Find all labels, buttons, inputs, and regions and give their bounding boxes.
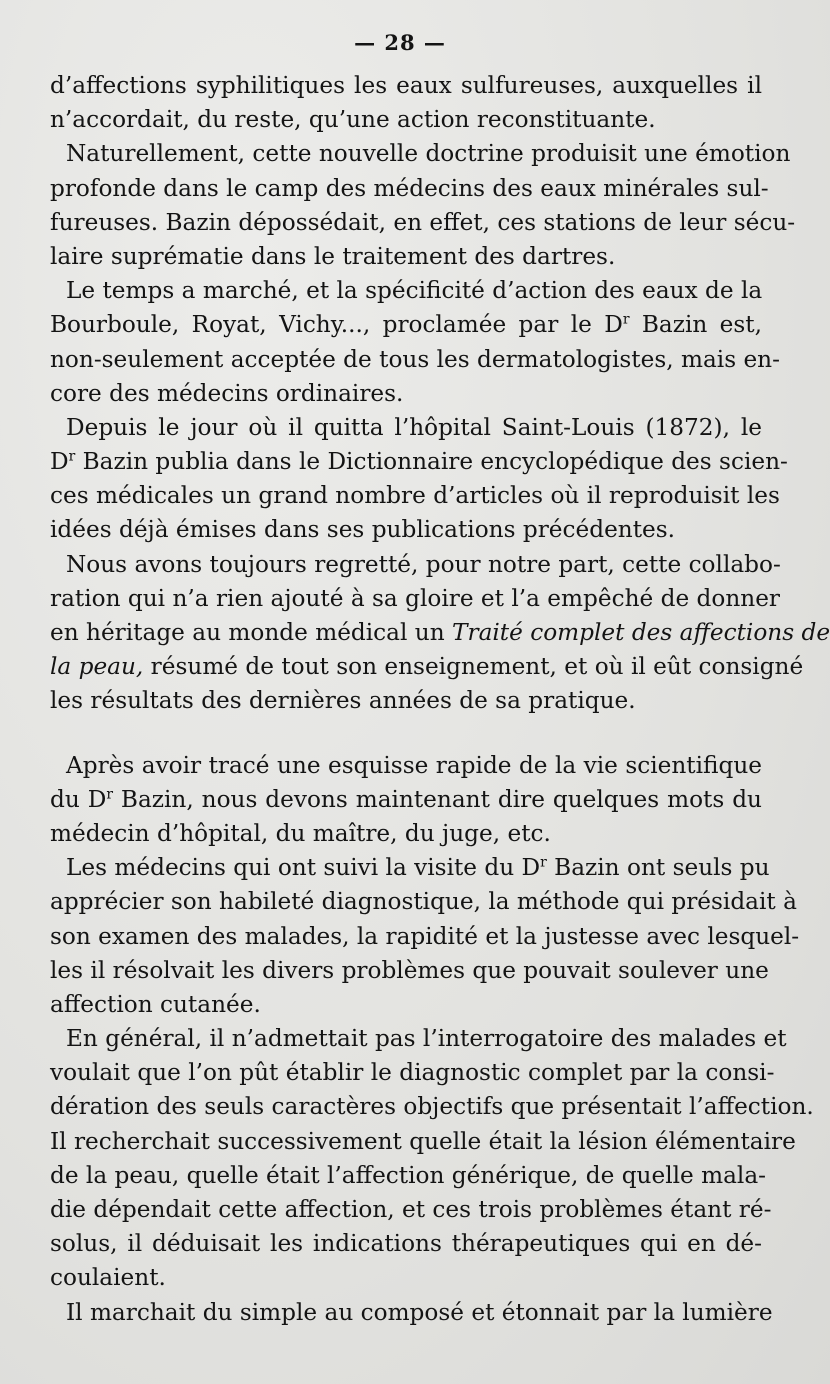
text-line: la peau, résumé de tout son enseignement, et où il eût consigné bbox=[50, 653, 804, 681]
text-line: idées déjà émises dans ses publications précédentes. bbox=[50, 516, 676, 544]
text-line: core des médecins ordinaires. bbox=[50, 379, 404, 407]
text-line: Naturellement, cette nouvelle doctrine produisit une émotion bbox=[66, 140, 791, 168]
text-line: affection cutanée. bbox=[50, 990, 261, 1018]
text-line: Il recherchait successivement quelle était la lésion élémentaire bbox=[50, 1127, 796, 1155]
text-line: les résultats des dernières années de sa pratique. bbox=[50, 687, 636, 715]
text-line: die dépendait cette affection, et ces trois problèmes étant ré- bbox=[50, 1196, 772, 1223]
text-line: Le temps a marché, et la spécificité d’action des eaux de la bbox=[66, 277, 763, 305]
text-line: fureuses. Bazin dépossédait, en effet, ces stations de leur sécu- bbox=[50, 208, 796, 236]
text-line: Il marchait du simple au composé et étonnait par la lumière bbox=[66, 1298, 773, 1326]
text-line: les il résolvait les divers problèmes que pouvait soulever une bbox=[50, 956, 769, 984]
text-line: Nous avons toujours regretté, pour notre part, cette collabo- bbox=[66, 550, 781, 578]
text-line: profonde dans le camp des médecins des eaux minérales sul- bbox=[50, 174, 769, 202]
page-number: — 28 — bbox=[354, 30, 446, 55]
text-line: ration qui n’a rien ajouté à sa gloire et l’a empêché de donner bbox=[50, 584, 781, 612]
section-gap bbox=[50, 719, 762, 749]
text-line: d’affections syphilitiques les eaux sulfureuses, auxquelles il bbox=[50, 72, 762, 99]
text-line: non-seulement acceptée de tous les dermatologistes, mais en- bbox=[50, 345, 780, 373]
text-line: en héritage au monde médical un Traité complet des affections de bbox=[50, 619, 830, 646]
text-line: n’accordait, du reste, qu’une action reconstituante. bbox=[50, 106, 656, 134]
text-line: médecin d’hôpital, du maître, du juge, etc. bbox=[50, 819, 551, 847]
text-line: Les médecins qui ont suivi la visite du $D^r$ Bazin ont seuls pu bbox=[66, 854, 770, 882]
text-line: Bourboule, Royat, Vichy..., proclamée par le $D^r$ Bazin est, bbox=[50, 311, 762, 339]
text-line: solus, il déduisait les indications thérapeutiques qui en dé- bbox=[50, 1230, 762, 1258]
text-line: dération des seuls caractères objectifs que présentait l’affection. bbox=[50, 1093, 814, 1121]
text-line: laire suprématie dans le traitement des dartres. bbox=[50, 242, 616, 270]
body-text bbox=[50, 69, 830, 1330]
text-line: voulait que l’on pût établir le diagnostic complet par la consi- bbox=[50, 1059, 775, 1087]
text-line: apprécier son habileté diagnostique, la méthode qui présidait à bbox=[50, 888, 797, 916]
text-line: $D^r$ Bazin publia dans le Dictionnaire encyclopédique des scien- bbox=[50, 448, 788, 476]
text-line: du $D^r$ Bazin, nous devons maintenant dire quelques mots du bbox=[50, 785, 762, 813]
text-line: de la peau, quelle était l’affection générique, de quelle mala- bbox=[50, 1161, 767, 1189]
text-line: Depuis le jour où il quitta l’hôpital Saint-Louis (1872), le bbox=[66, 413, 762, 441]
text-line: En général, il n’admettait pas l’interrogatoire des malades et bbox=[66, 1025, 787, 1053]
text-line: coulaient. bbox=[50, 1264, 166, 1292]
text-line: son examen des malades, la rapidité et la justesse avec lesquel- bbox=[50, 922, 800, 950]
text-line: ces médicales un grand nombre d’articles où il reproduisit les bbox=[50, 482, 780, 510]
text-line: Après avoir tracé une esquisse rapide de la vie scientifique bbox=[66, 751, 762, 779]
